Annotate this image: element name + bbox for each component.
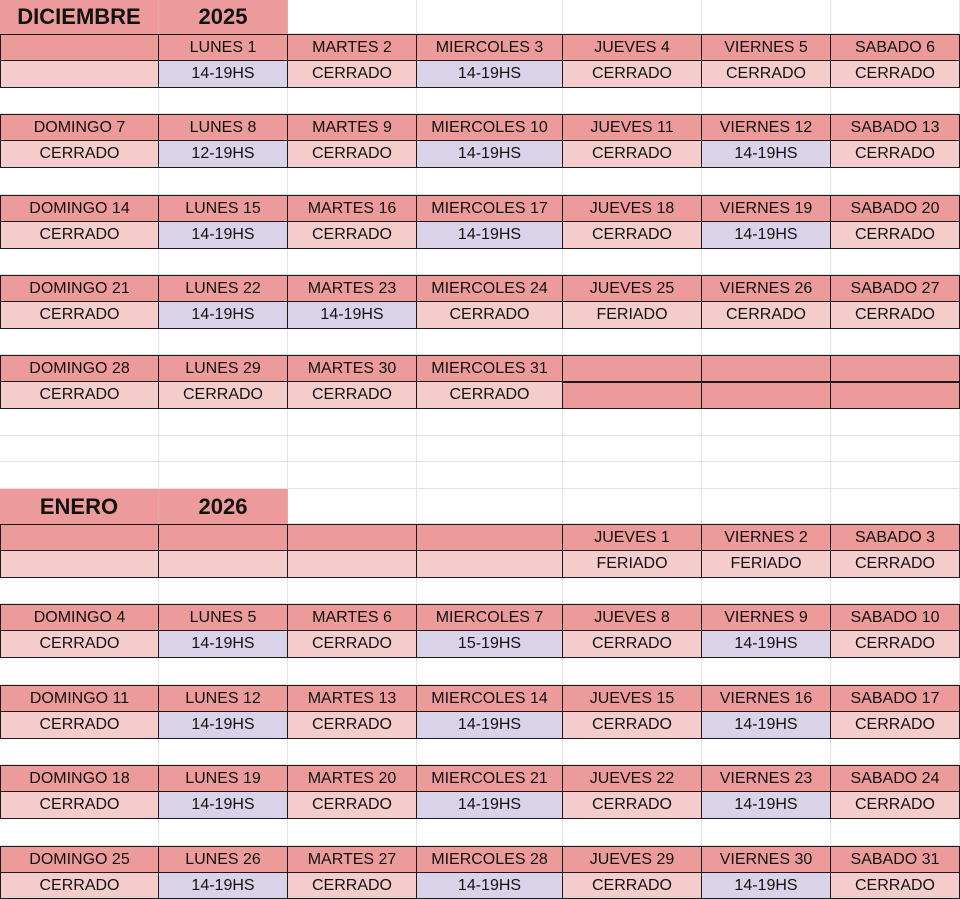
- day-status[interactable]: CERRADO: [831, 792, 960, 819]
- day-status[interactable]: 12-19HS: [159, 141, 288, 168]
- day-status[interactable]: [563, 382, 702, 409]
- day-header[interactable]: MARTES 16: [288, 195, 417, 222]
- grid-cell[interactable]: [563, 819, 702, 846]
- day-status[interactable]: CERRADO: [0, 631, 159, 658]
- month-year: 2026: [159, 489, 288, 524]
- month-title: ENERO: [0, 489, 159, 524]
- grid-cell[interactable]: [417, 249, 563, 275]
- day-header[interactable]: DOMINGO 14: [0, 195, 159, 222]
- day-header[interactable]: LUNES 15: [159, 195, 288, 222]
- day-header[interactable]: SABADO 6: [831, 34, 960, 61]
- grid-cell[interactable]: [702, 436, 831, 462]
- day-header[interactable]: MARTES 13: [288, 685, 417, 712]
- day-status[interactable]: CERRADO: [702, 61, 831, 88]
- grid-cell[interactable]: [0, 88, 159, 114]
- day-header[interactable]: [831, 355, 960, 382]
- day-header[interactable]: JUEVES 1: [563, 524, 702, 551]
- day-header[interactable]: VIERNES 12: [702, 114, 831, 141]
- grid-cell[interactable]: [0, 819, 159, 846]
- day-header[interactable]: LUNES 22: [159, 275, 288, 302]
- day-header[interactable]: [702, 355, 831, 382]
- grid-cell[interactable]: [702, 489, 831, 524]
- grid-cell[interactable]: [831, 409, 960, 436]
- grid-cell[interactable]: [417, 0, 563, 34]
- grid-cell[interactable]: [159, 409, 288, 436]
- day-header[interactable]: [417, 524, 563, 551]
- day-status[interactable]: [0, 551, 159, 578]
- day-status[interactable]: CERRADO: [0, 302, 159, 329]
- grid-cell[interactable]: [417, 739, 563, 765]
- day-header[interactable]: JUEVES 22: [563, 765, 702, 792]
- grid-cell[interactable]: [563, 462, 702, 489]
- day-status[interactable]: 14-19HS: [159, 873, 288, 899]
- grid-cell[interactable]: [563, 88, 702, 114]
- grid-cell[interactable]: [159, 578, 288, 604]
- day-status[interactable]: CERRADO: [0, 712, 159, 739]
- grid-cell[interactable]: [0, 658, 159, 685]
- grid-cell[interactable]: [288, 462, 417, 489]
- day-status[interactable]: 14-19HS: [159, 61, 288, 88]
- day-header[interactable]: SABADO 20: [831, 195, 960, 222]
- grid-cell[interactable]: [702, 0, 831, 34]
- day-header[interactable]: DOMINGO 4: [0, 604, 159, 631]
- grid-cell[interactable]: [288, 578, 417, 604]
- grid-cell[interactable]: [159, 658, 288, 685]
- grid-cell[interactable]: [0, 249, 159, 275]
- grid-cell[interactable]: [702, 88, 831, 114]
- day-status[interactable]: CERRADO: [417, 382, 563, 409]
- day-header[interactable]: MARTES 9: [288, 114, 417, 141]
- day-header[interactable]: DOMINGO 25: [0, 846, 159, 873]
- day-status[interactable]: CERRADO: [288, 222, 417, 249]
- day-status[interactable]: CERRADO: [288, 382, 417, 409]
- day-status[interactable]: CERRADO: [0, 873, 159, 899]
- grid-cell[interactable]: [0, 168, 159, 195]
- day-header[interactable]: JUEVES 4: [563, 34, 702, 61]
- day-status[interactable]: 14-19HS: [702, 712, 831, 739]
- grid-cell[interactable]: [417, 462, 563, 489]
- day-header[interactable]: VIERNES 30: [702, 846, 831, 873]
- grid-cell[interactable]: [831, 0, 960, 34]
- day-status[interactable]: 14-19HS: [159, 302, 288, 329]
- day-header[interactable]: LUNES 1: [159, 34, 288, 61]
- day-header[interactable]: LUNES 26: [159, 846, 288, 873]
- day-header[interactable]: LUNES 29: [159, 355, 288, 382]
- day-header[interactable]: VIERNES 5: [702, 34, 831, 61]
- grid-cell[interactable]: [563, 329, 702, 355]
- grid-cell[interactable]: [563, 249, 702, 275]
- day-status[interactable]: CERRADO: [831, 712, 960, 739]
- day-header[interactable]: MIERCOLES 3: [417, 34, 563, 61]
- day-header[interactable]: JUEVES 15: [563, 685, 702, 712]
- day-header[interactable]: DOMINGO 21: [0, 275, 159, 302]
- day-status[interactable]: CERRADO: [288, 873, 417, 899]
- day-header[interactable]: [159, 524, 288, 551]
- day-status[interactable]: 14-19HS: [417, 141, 563, 168]
- month-title: DICIEMBRE: [0, 0, 159, 34]
- grid-cell[interactable]: [831, 168, 960, 195]
- grid-cell[interactable]: [702, 658, 831, 685]
- day-status[interactable]: CERRADO: [288, 61, 417, 88]
- grid-cell[interactable]: [0, 739, 159, 765]
- day-header[interactable]: SABADO 3: [831, 524, 960, 551]
- day-status[interactable]: [831, 382, 960, 409]
- day-header[interactable]: MIERCOLES 14: [417, 685, 563, 712]
- grid-cell[interactable]: [288, 436, 417, 462]
- day-status[interactable]: CERRADO: [417, 302, 563, 329]
- day-status[interactable]: CERRADO: [0, 141, 159, 168]
- day-status[interactable]: [288, 551, 417, 578]
- grid-cell[interactable]: [159, 88, 288, 114]
- day-header[interactable]: JUEVES 29: [563, 846, 702, 873]
- day-status[interactable]: 14-19HS: [417, 222, 563, 249]
- grid-cell[interactable]: [702, 578, 831, 604]
- grid-cell[interactable]: [563, 409, 702, 436]
- day-status[interactable]: CERRADO: [0, 792, 159, 819]
- day-status[interactable]: CERRADO: [831, 61, 960, 88]
- grid-cell[interactable]: [159, 249, 288, 275]
- day-header[interactable]: [563, 355, 702, 382]
- grid-cell[interactable]: [159, 819, 288, 846]
- grid-cell[interactable]: [831, 329, 960, 355]
- day-header[interactable]: DOMINGO 7: [0, 114, 159, 141]
- day-header[interactable]: [288, 524, 417, 551]
- day-status[interactable]: 14-19HS: [702, 631, 831, 658]
- day-header[interactable]: MARTES 27: [288, 846, 417, 873]
- day-status[interactable]: 14-19HS: [702, 792, 831, 819]
- grid-cell[interactable]: [159, 329, 288, 355]
- day-status[interactable]: CERRADO: [563, 631, 702, 658]
- day-status[interactable]: 15-19HS: [417, 631, 563, 658]
- grid-cell[interactable]: [159, 739, 288, 765]
- day-status[interactable]: CERRADO: [159, 382, 288, 409]
- grid-cell[interactable]: [563, 436, 702, 462]
- day-status[interactable]: 14-19HS: [417, 792, 563, 819]
- day-header[interactable]: DOMINGO 11: [0, 685, 159, 712]
- grid-cell[interactable]: [831, 436, 960, 462]
- day-status[interactable]: CERRADO: [831, 141, 960, 168]
- day-status[interactable]: 14-19HS: [417, 712, 563, 739]
- grid-cell[interactable]: [417, 819, 563, 846]
- day-header[interactable]: MARTES 6: [288, 604, 417, 631]
- day-status[interactable]: FERIADO: [563, 551, 702, 578]
- day-header[interactable]: SABADO 17: [831, 685, 960, 712]
- day-status[interactable]: FERIADO: [702, 551, 831, 578]
- day-status[interactable]: CERRADO: [563, 873, 702, 899]
- grid-cell[interactable]: [417, 329, 563, 355]
- day-status[interactable]: 14-19HS: [702, 141, 831, 168]
- day-header[interactable]: JUEVES 25: [563, 275, 702, 302]
- grid-cell[interactable]: [0, 409, 159, 436]
- grid-cell[interactable]: [831, 739, 960, 765]
- grid-cell[interactable]: [288, 819, 417, 846]
- grid-cell[interactable]: [702, 409, 831, 436]
- grid-cell[interactable]: [563, 489, 702, 524]
- day-status[interactable]: CERRADO: [563, 222, 702, 249]
- day-status[interactable]: 14-19HS: [159, 222, 288, 249]
- day-status[interactable]: [417, 551, 563, 578]
- day-status[interactable]: [159, 551, 288, 578]
- grid-cell[interactable]: [702, 462, 831, 489]
- day-status[interactable]: CERRADO: [831, 302, 960, 329]
- day-status[interactable]: FERIADO: [563, 302, 702, 329]
- day-status[interactable]: CERRADO: [831, 873, 960, 899]
- day-header[interactable]: VIERNES 16: [702, 685, 831, 712]
- grid-cell[interactable]: [702, 168, 831, 195]
- day-header[interactable]: SABADO 10: [831, 604, 960, 631]
- day-header[interactable]: SABADO 31: [831, 846, 960, 873]
- grid-cell[interactable]: [831, 249, 960, 275]
- day-status[interactable]: CERRADO: [288, 792, 417, 819]
- day-status[interactable]: CERRADO: [563, 61, 702, 88]
- day-header[interactable]: SABADO 24: [831, 765, 960, 792]
- day-status[interactable]: CERRADO: [702, 302, 831, 329]
- day-header[interactable]: SABADO 13: [831, 114, 960, 141]
- day-header[interactable]: MIERCOLES 28: [417, 846, 563, 873]
- grid-cell[interactable]: [159, 462, 288, 489]
- day-header[interactable]: [0, 524, 159, 551]
- day-status[interactable]: 14-19HS: [288, 302, 417, 329]
- day-status[interactable]: CERRADO: [563, 141, 702, 168]
- day-header[interactable]: MIERCOLES 31: [417, 355, 563, 382]
- day-status[interactable]: 14-19HS: [159, 631, 288, 658]
- grid-cell[interactable]: [288, 658, 417, 685]
- grid-cell[interactable]: [417, 409, 563, 436]
- month-year: 2025: [159, 0, 288, 34]
- day-header[interactable]: LUNES 8: [159, 114, 288, 141]
- day-header[interactable]: LUNES 19: [159, 765, 288, 792]
- grid-cell[interactable]: [831, 658, 960, 685]
- grid-cell[interactable]: [159, 436, 288, 462]
- grid-cell[interactable]: [288, 249, 417, 275]
- day-header[interactable]: JUEVES 18: [563, 195, 702, 222]
- day-status[interactable]: 14-19HS: [159, 712, 288, 739]
- grid-cell[interactable]: [417, 168, 563, 195]
- grid-cell[interactable]: [563, 0, 702, 34]
- day-header[interactable]: SABADO 27: [831, 275, 960, 302]
- grid-cell[interactable]: [0, 462, 159, 489]
- day-header[interactable]: MIERCOLES 24: [417, 275, 563, 302]
- grid-cell[interactable]: [288, 329, 417, 355]
- grid-cell[interactable]: [417, 436, 563, 462]
- grid-cell[interactable]: [417, 578, 563, 604]
- day-header[interactable]: LUNES 5: [159, 604, 288, 631]
- day-header[interactable]: MIERCOLES 10: [417, 114, 563, 141]
- grid-cell[interactable]: [702, 819, 831, 846]
- day-header[interactable]: VIERNES 19: [702, 195, 831, 222]
- grid-cell[interactable]: [288, 739, 417, 765]
- day-status[interactable]: CERRADO: [831, 631, 960, 658]
- grid-cell[interactable]: [288, 0, 417, 34]
- day-status[interactable]: 14-19HS: [702, 222, 831, 249]
- day-header[interactable]: VIERNES 23: [702, 765, 831, 792]
- day-header[interactable]: VIERNES 2: [702, 524, 831, 551]
- day-status[interactable]: 14-19HS: [417, 873, 563, 899]
- grid-cell[interactable]: [702, 329, 831, 355]
- day-header[interactable]: VIERNES 26: [702, 275, 831, 302]
- grid-cell[interactable]: [288, 489, 417, 524]
- day-status[interactable]: CERRADO: [0, 382, 159, 409]
- day-header[interactable]: LUNES 12: [159, 685, 288, 712]
- day-header[interactable]: MARTES 30: [288, 355, 417, 382]
- grid-cell[interactable]: [563, 168, 702, 195]
- grid-cell[interactable]: [0, 436, 159, 462]
- day-header[interactable]: JUEVES 11: [563, 114, 702, 141]
- grid-cell[interactable]: [831, 462, 960, 489]
- grid-cell[interactable]: [0, 578, 159, 604]
- day-header[interactable]: VIERNES 9: [702, 604, 831, 631]
- day-status[interactable]: [702, 382, 831, 409]
- grid-cell[interactable]: [563, 739, 702, 765]
- day-header[interactable]: MIERCOLES 17: [417, 195, 563, 222]
- grid-cell[interactable]: [288, 168, 417, 195]
- grid-cell[interactable]: [288, 88, 417, 114]
- grid-cell[interactable]: [563, 658, 702, 685]
- grid-cell[interactable]: [831, 578, 960, 604]
- grid-cell[interactable]: [417, 88, 563, 114]
- grid-cell[interactable]: [417, 489, 563, 524]
- day-status[interactable]: CERRADO: [288, 712, 417, 739]
- day-status[interactable]: CERRADO: [831, 551, 960, 578]
- grid-cell[interactable]: [702, 739, 831, 765]
- grid-cell[interactable]: [288, 409, 417, 436]
- day-header[interactable]: MIERCOLES 21: [417, 765, 563, 792]
- day-status[interactable]: CERRADO: [831, 222, 960, 249]
- grid-cell[interactable]: [702, 249, 831, 275]
- day-status[interactable]: CERRADO: [288, 631, 417, 658]
- day-header[interactable]: DOMINGO 28: [0, 355, 159, 382]
- day-status[interactable]: 14-19HS: [702, 873, 831, 899]
- day-header[interactable]: MARTES 23: [288, 275, 417, 302]
- day-header[interactable]: MARTES 2: [288, 34, 417, 61]
- grid-cell[interactable]: [417, 658, 563, 685]
- day-header[interactable]: DOMINGO 18: [0, 765, 159, 792]
- day-status[interactable]: CERRADO: [563, 792, 702, 819]
- grid-cell[interactable]: [831, 819, 960, 846]
- day-status[interactable]: CERRADO: [0, 222, 159, 249]
- grid-cell[interactable]: [831, 489, 960, 524]
- day-status[interactable]: CERRADO: [288, 141, 417, 168]
- grid-cell[interactable]: [0, 329, 159, 355]
- day-header[interactable]: MIERCOLES 7: [417, 604, 563, 631]
- grid-cell[interactable]: [831, 88, 960, 114]
- day-header[interactable]: [0, 34, 159, 61]
- day-status[interactable]: 14-19HS: [417, 61, 563, 88]
- day-header[interactable]: JUEVES 8: [563, 604, 702, 631]
- grid-cell[interactable]: [563, 578, 702, 604]
- day-status[interactable]: 14-19HS: [159, 792, 288, 819]
- day-status[interactable]: CERRADO: [563, 712, 702, 739]
- day-header[interactable]: MARTES 20: [288, 765, 417, 792]
- day-status[interactable]: [0, 61, 159, 88]
- grid-cell[interactable]: [159, 168, 288, 195]
